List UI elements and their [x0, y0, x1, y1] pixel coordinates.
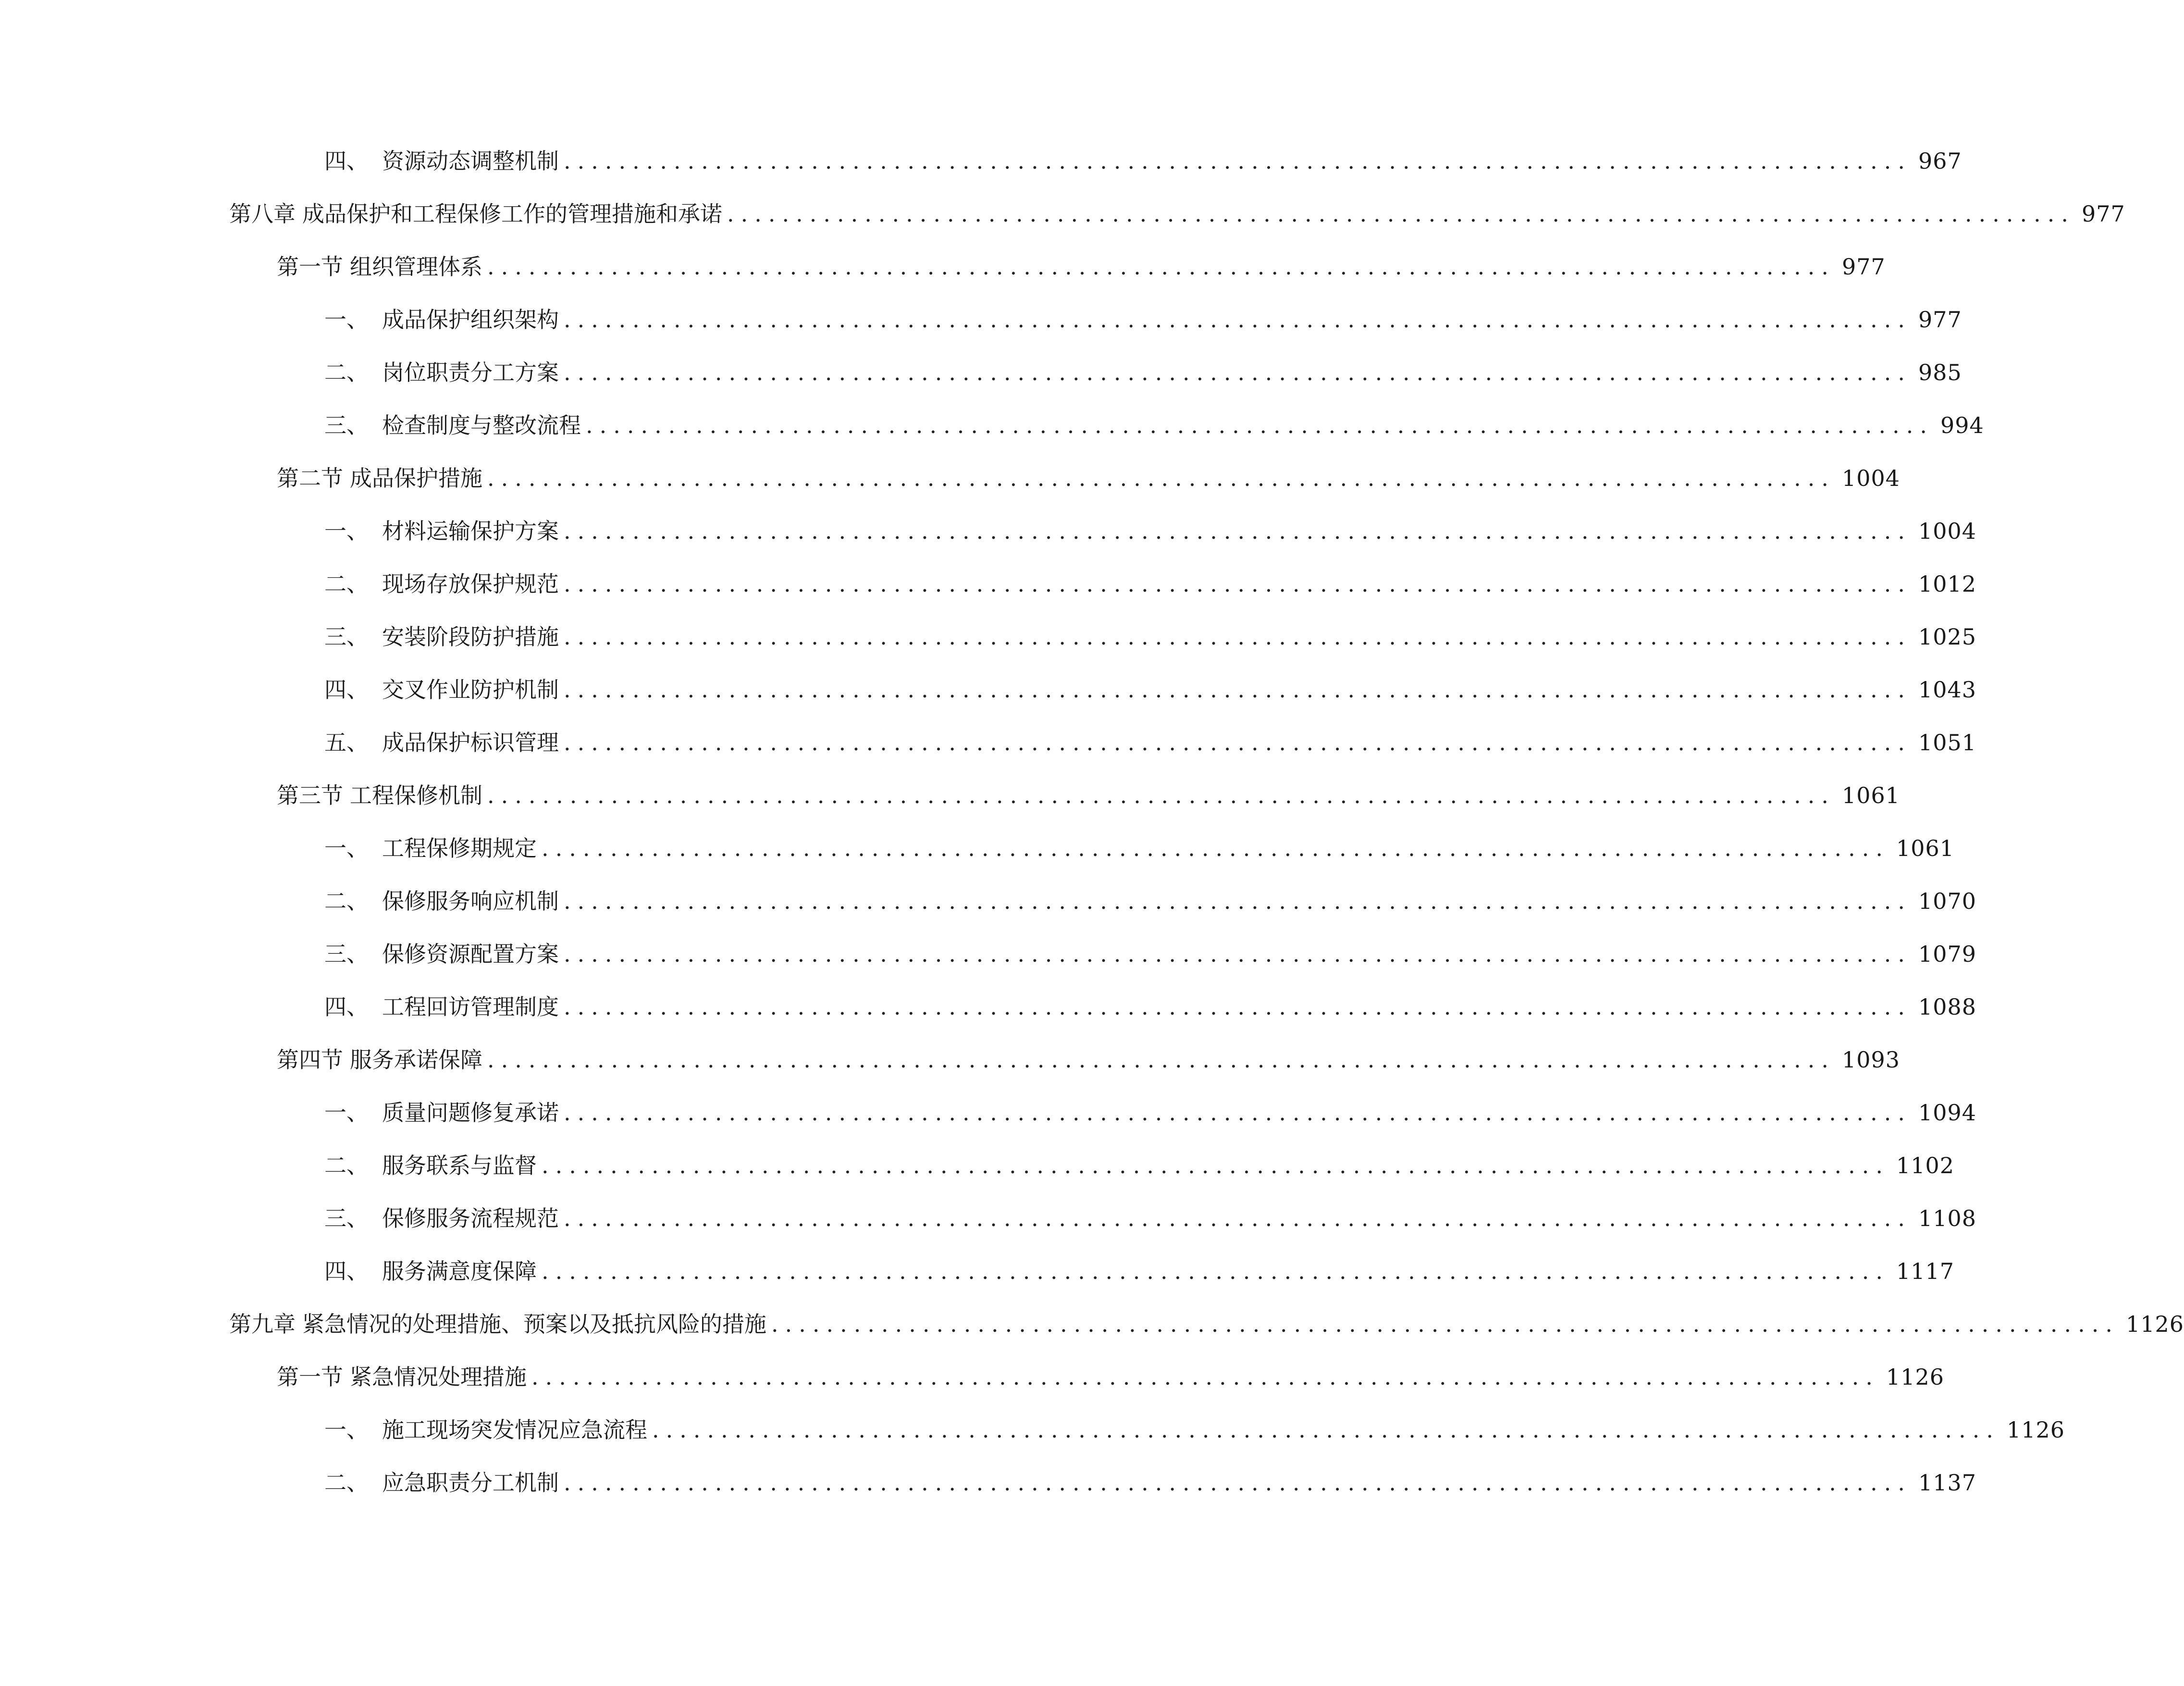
dot-leader: ..................................................................................................: [586, 412, 1934, 438]
toc-entry-number: 三、: [324, 624, 369, 650]
toc-entry[interactable]: [229, 1305, 2184, 1343]
toc-entry-title: 紧急情况处理措施: [350, 1364, 527, 1390]
toc-entry-title: 施工现场突发情况应急流程: [382, 1417, 647, 1443]
dot-leader: ..................................................................................................: [564, 624, 1912, 650]
toc-entry-title: 现场存放保护规范: [382, 571, 559, 597]
toc-entry-title: 质量问题修复承诺: [382, 1100, 559, 1126]
toc-entry-page: 1094: [1918, 1100, 1977, 1126]
toc-entry-number: 二、: [324, 360, 369, 385]
toc-entry-number: 一、: [324, 307, 369, 333]
toc-entry-title: 检查制度与整改流程: [382, 412, 581, 438]
toc-entry[interactable]: [229, 195, 2125, 233]
toc-entry-page: 977: [1918, 307, 1962, 333]
toc-entry-number: 第二节: [277, 465, 343, 491]
toc-entry-page: 1126: [2125, 1311, 2184, 1337]
toc-entry-page: 1070: [1918, 888, 1977, 914]
toc-entry-title: 岗位职责分工方案: [382, 360, 559, 385]
toc-entry-page: 967: [1918, 148, 1962, 174]
toc-entry[interactable]: [324, 618, 1977, 656]
toc-entry-page: 1004: [1841, 465, 1900, 491]
toc-entry-number: 一、: [324, 1417, 369, 1443]
toc-entry[interactable]: [277, 1041, 1900, 1079]
toc-entry-number: 三、: [324, 412, 369, 438]
toc-entry-title: 成品保护和工程保修工作的管理措施和承诺: [302, 201, 722, 227]
toc-entry-number: 第九章: [229, 1311, 296, 1337]
toc-entry-page: 1079: [1918, 941, 1977, 967]
toc-entry[interactable]: [324, 1252, 1955, 1290]
toc-entry[interactable]: [324, 300, 1962, 339]
toc-entry-page: 1061: [1896, 835, 1955, 861]
toc-entry-number: 四、: [324, 994, 369, 1020]
toc-entry-number: 四、: [324, 148, 369, 174]
dot-leader: ..................................................................................................: [542, 835, 1889, 861]
dot-leader: ..................................................................................................: [542, 1153, 1889, 1178]
toc-entry[interactable]: [324, 406, 1984, 445]
toc-entry-page: 1093: [1841, 1047, 1900, 1073]
toc-entry-number: 二、: [324, 1470, 369, 1496]
toc-entry[interactable]: [324, 670, 1977, 709]
toc-entry-page: 1126: [1886, 1364, 1945, 1390]
toc-entry-number: 四、: [324, 677, 369, 703]
toc-entry-number: 一、: [324, 518, 369, 544]
dot-leader: ..................................................................................................: [564, 730, 1912, 756]
dot-leader: ..................................................................................................: [564, 1100, 1912, 1126]
toc-entry-title: 材料运输保护方案: [382, 518, 559, 544]
toc-entry[interactable]: [324, 935, 1977, 973]
toc-entry[interactable]: [277, 1358, 1945, 1396]
toc-entry-title: 服务联系与监督: [382, 1153, 537, 1178]
toc-entry-page: 1051: [1918, 730, 1977, 756]
toc-entry-title: 安装阶段防护措施: [382, 624, 559, 650]
toc-entry-number: 二、: [324, 571, 369, 597]
dot-leader: ..................................................................................................: [531, 1364, 1879, 1390]
toc-entry[interactable]: [324, 1463, 1977, 1502]
dot-leader: ..................................................................................................: [487, 254, 1835, 280]
toc-entry-number: 一、: [324, 1100, 369, 1126]
toc-entry-number: 一、: [324, 835, 369, 861]
dot-leader: ..................................................................................................: [564, 571, 1912, 597]
toc-entry-page: 1061: [1841, 782, 1900, 808]
toc-entry-page: 1004: [1918, 518, 1977, 544]
toc-entry[interactable]: [324, 829, 1955, 868]
dot-leader: ..................................................................................................: [487, 465, 1835, 491]
toc-entry[interactable]: [277, 248, 1886, 286]
toc-entry-title: 保修服务流程规范: [382, 1205, 559, 1231]
toc-entry-title: 应急职责分工机制: [382, 1470, 559, 1496]
dot-leader: ..................................................................................................: [771, 1311, 2119, 1337]
dot-leader: ..................................................................................................: [564, 1470, 1912, 1496]
toc-entry-title: 服务满意度保障: [382, 1258, 537, 1284]
toc-entry[interactable]: [324, 988, 1977, 1026]
dot-leader: ..................................................................................................: [652, 1417, 2000, 1443]
toc-entry[interactable]: [277, 776, 1900, 815]
toc-entry[interactable]: [324, 1146, 1955, 1185]
toc-entry-title: 紧急情况的处理措施、预案以及抵抗风险的措施: [302, 1311, 766, 1337]
dot-leader: ..................................................................................................: [564, 148, 1912, 174]
dot-leader: ..................................................................................................: [564, 518, 1912, 544]
toc-entry-page: 1108: [1918, 1205, 1977, 1231]
toc-entry-page: 977: [2081, 201, 2125, 227]
dot-leader: ..................................................................................................: [564, 677, 1912, 703]
toc-entry-title: 保修资源配置方案: [382, 941, 559, 967]
toc-entry-title: 工程回访管理制度: [382, 994, 559, 1020]
toc-entry-title: 资源动态调整机制: [382, 148, 559, 174]
toc-entry[interactable]: [324, 142, 1962, 180]
toc-entry-page: 1117: [1896, 1258, 1955, 1284]
dot-leader: ..................................................................................................: [564, 360, 1912, 385]
dot-leader: ..................................................................................................: [487, 1047, 1835, 1073]
toc-entry[interactable]: [324, 512, 1977, 550]
toc-entry-page: 1137: [1918, 1470, 1977, 1496]
toc-entry-title: 组织管理体系: [350, 254, 482, 280]
toc-entry-page: 1126: [2006, 1417, 2065, 1443]
toc-entry[interactable]: [324, 1199, 1977, 1238]
dot-leader: ..................................................................................................: [564, 307, 1912, 333]
dot-leader: ..................................................................................................: [564, 994, 1912, 1020]
dot-leader: ..................................................................................................: [564, 1205, 1912, 1231]
toc-entry[interactable]: [324, 1093, 1977, 1132]
toc-entry-number: 第一节: [277, 254, 343, 280]
toc-entry[interactable]: [324, 565, 1977, 603]
toc-entry-number: 二、: [324, 1153, 369, 1178]
toc-entry-page: 1088: [1918, 994, 1977, 1020]
toc-entry-title: 保修服务响应机制: [382, 888, 559, 914]
dot-leader: ..................................................................................................: [564, 941, 1912, 967]
toc-entry-number: 第一节: [277, 1364, 343, 1390]
toc-entry-title: 服务承诺保障: [350, 1047, 482, 1073]
toc-entry[interactable]: [324, 723, 1977, 762]
toc-entry-title: 成品保护措施: [350, 465, 482, 491]
toc-entry-page: 1102: [1896, 1153, 1955, 1178]
toc-entry[interactable]: [324, 882, 1977, 920]
toc-entry-number: 五、: [324, 730, 369, 756]
toc-entry-page: 985: [1918, 360, 1962, 385]
toc-entry-title: 工程保修期规定: [382, 835, 537, 861]
toc-entry-title: 成品保护标识管理: [382, 730, 559, 756]
toc-entry[interactable]: [277, 459, 1900, 497]
toc-entry[interactable]: [324, 1411, 2065, 1449]
toc-entry[interactable]: [324, 353, 1962, 392]
toc-entry-page: 994: [1940, 412, 1984, 438]
toc-entry-number: 三、: [324, 941, 369, 967]
toc-entry-page: 1025: [1918, 624, 1977, 650]
toc-entry-number: 二、: [324, 888, 369, 914]
toc-entry-number: 第八章: [229, 201, 296, 227]
toc-entry-number: 第四节: [277, 1047, 343, 1073]
toc-entry-title: 工程保修机制: [350, 782, 482, 808]
toc-entry-title: 交叉作业防护机制: [382, 677, 559, 703]
dot-leader: ..................................................................................................: [564, 888, 1912, 914]
toc-entry-number: 三、: [324, 1205, 369, 1231]
dot-leader: ..................................................................................................: [487, 782, 1835, 808]
toc-entry-page: 977: [1841, 254, 1886, 280]
toc-entry-number: 第三节: [277, 782, 343, 808]
dot-leader: ..................................................................................................: [727, 201, 2075, 227]
toc-entry-number: 四、: [324, 1258, 369, 1284]
toc-entry-page: 1012: [1918, 571, 1977, 597]
toc-entry-page: 1043: [1918, 677, 1977, 703]
toc-entry-title: 成品保护组织架构: [382, 307, 559, 333]
dot-leader: ..................................................................................................: [542, 1258, 1889, 1284]
